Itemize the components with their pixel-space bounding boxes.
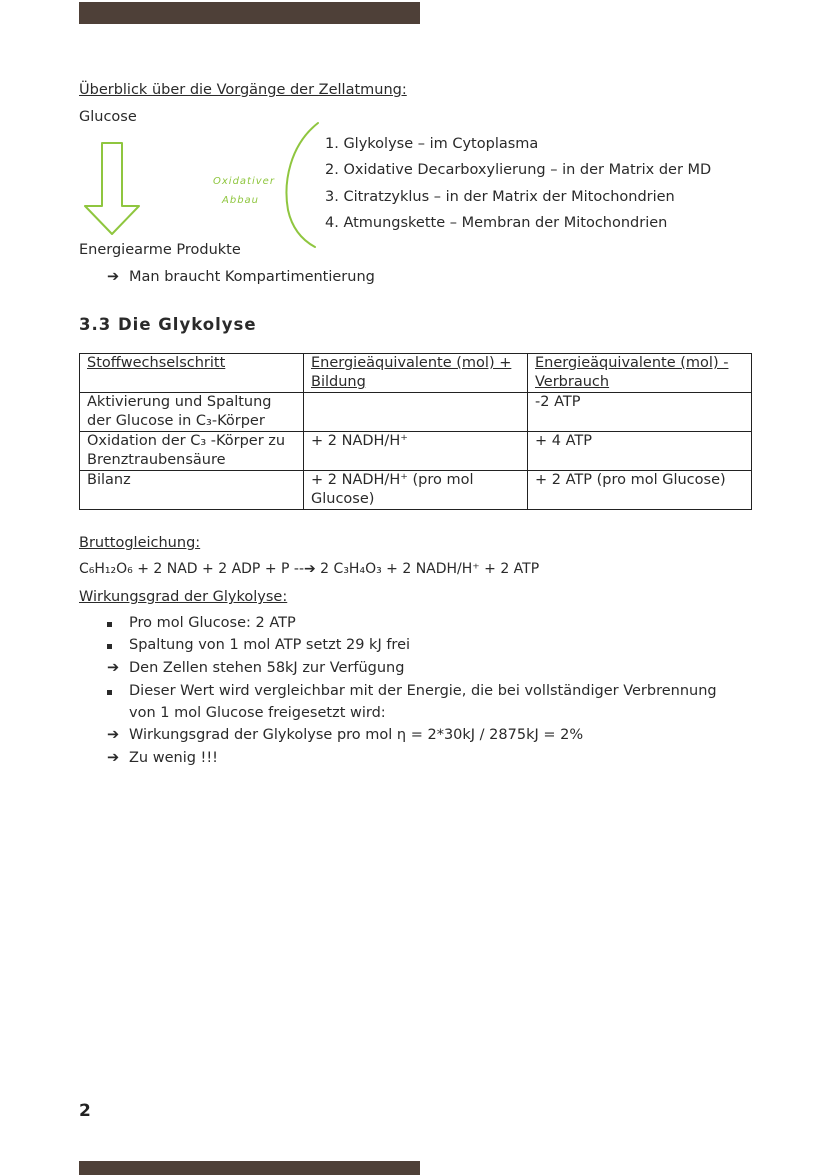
overview-end: Energiearme Produkte [79, 242, 241, 258]
note-line-2: Abbau [222, 195, 260, 206]
square-bullet-icon [107, 690, 112, 695]
step-2: 2. Oxidative Decarboxylierung – in der Matrix der MD [325, 162, 712, 178]
note-line-1: Oxidativer [213, 176, 275, 187]
table-row [80, 393, 752, 432]
arrow-right-icon: ➔ [107, 727, 120, 743]
step-1: 1. Glykolyse – im Cytoplasma [325, 136, 539, 152]
square-bullet-icon [107, 644, 112, 649]
table-header: Energieäquivalente (mol) - Verbrauch [528, 354, 752, 393]
page-number: 2 [79, 1101, 91, 1121]
overview-heading: Überblick über die Vorgänge der Zellatmung: [79, 82, 407, 98]
arrow-right-icon: ➔ [107, 750, 120, 766]
gross-equation: C₆H₁₂O₆ + 2 NAD + 2 ADP + P --➔ 2 C₃H₄O₃ + 2 NADH/H⁺ + 2 ATP [79, 561, 540, 577]
table-cell [304, 393, 528, 432]
table-cell: -2 ATP [528, 393, 752, 432]
table-row [80, 471, 752, 510]
table-cell: + 2 NADH/H⁺ (pro mol Glucose) [304, 471, 528, 510]
table-header: Energieäquivalente (mol) + Bildung [304, 354, 528, 393]
table-cell: + 4 ATP [528, 432, 752, 471]
step-4: 4. Atmungskette – Membran der Mitochondrien [325, 215, 668, 231]
table-cell: Bilanz [80, 471, 304, 510]
arrow-right-icon: ➔ [107, 660, 120, 676]
arrow-right-icon: ➔ [107, 269, 120, 285]
square-bullet-icon [107, 622, 112, 627]
overview-start: Glucose [79, 109, 137, 125]
bracket-icon [282, 120, 322, 250]
conclusion-text: Man braucht Kompartimentierung [129, 269, 375, 285]
table-header-row [80, 354, 752, 393]
table-cell: + 2 NADH/H⁺ [304, 432, 528, 471]
down-arrow-icon [82, 141, 142, 237]
table-cell: Oxidation der C₃ -Körper zu Brenztraubensäure [80, 432, 304, 471]
footer-bar [79, 1161, 420, 1175]
efficiency-heading: Wirkungsgrad der Glykolyse: [79, 589, 288, 605]
table-cell: + 2 ATP (pro mol Glucose) [528, 471, 752, 510]
table-row [80, 432, 752, 471]
gross-heading: Bruttogleichung: [79, 535, 201, 551]
step-3: 3. Citratzyklus – in der Matrix der Mitochondrien [325, 189, 675, 205]
section-heading: 3.3 Die Glykolyse [79, 315, 257, 334]
table-header: Stoffwechselschritt [80, 354, 304, 393]
glycolysis-table [79, 353, 752, 510]
table-cell: Aktivierung und Spaltung der Glucose in C₃-Körper [80, 393, 304, 432]
header-bar [79, 2, 420, 24]
